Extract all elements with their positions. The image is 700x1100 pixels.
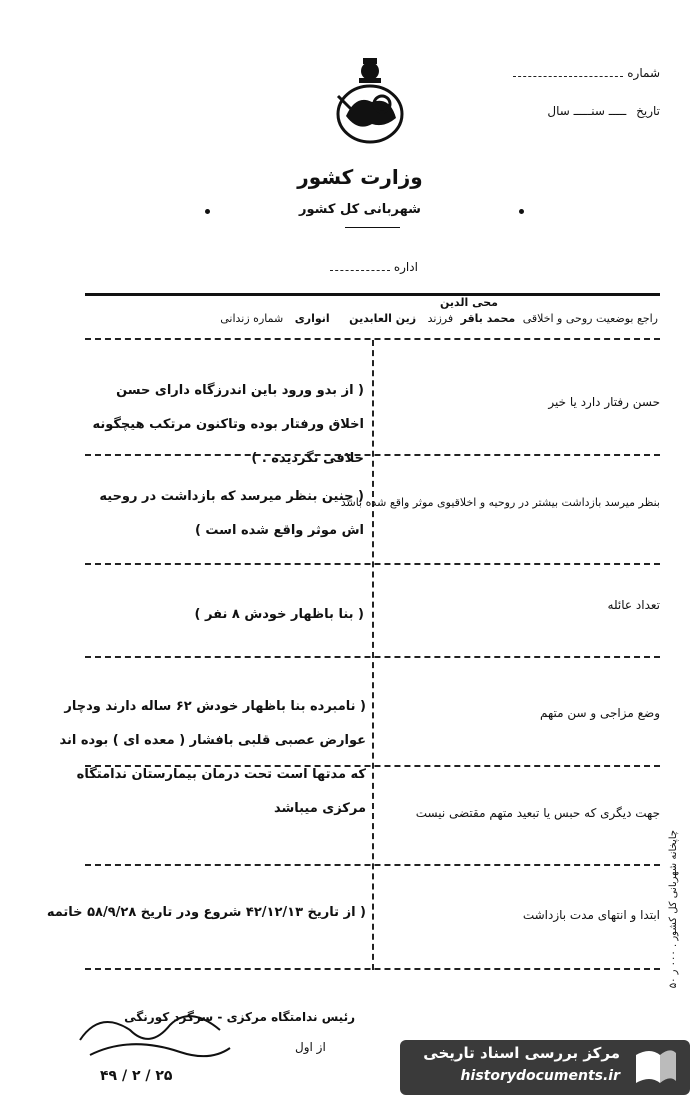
date-fill: ـــــ سنـــــ سال xyxy=(547,104,627,118)
row-label-family: تعداد عائله xyxy=(607,598,660,612)
department-title: شهربانی کل کشور xyxy=(299,202,421,217)
watermark-title: مرکز بررسی اسناد تاریخی xyxy=(423,1044,620,1062)
handwritten-date: ۲۵ / ۲ / ۴۹ xyxy=(100,1068,173,1084)
from-label: از اول xyxy=(295,1040,326,1054)
watermark-logo-icon xyxy=(630,1045,680,1091)
number-label: شماره xyxy=(627,66,660,80)
row-label-detention-effect: بنظر میرسد بازداشت بیشتر در روحیه و اخلاقیوی موثر واقع شده باشد xyxy=(340,496,660,509)
signature-line: رئیس ندامتگاه مرکزی - سرگرد کورنگی xyxy=(124,1010,355,1024)
subject-prefix: راجع بوضعیت روحی و اخلاقی xyxy=(522,312,658,325)
office-label: اداره xyxy=(393,260,418,274)
row-label-detention-period: ابتدا و انتهای مدت بازداشت xyxy=(522,908,660,922)
row-value-family: ( بنا باظهار خودش ۸ نفر ) xyxy=(194,607,364,622)
subject-name: محمد باقر xyxy=(460,312,516,325)
subject-son-of: فرزند xyxy=(427,312,454,325)
row-label-behavior: حسن رفتار دارد یا خیر xyxy=(548,395,660,409)
row-value-detention-effect: ( چنین بنظر میرسد که بازداشت در روحیه اش موثر واقع شده است ) xyxy=(99,489,364,538)
date-label: تاریخ xyxy=(636,104,660,118)
watermark xyxy=(400,1040,690,1095)
emblem-icon xyxy=(332,56,408,148)
row-label-health-age: وضع مزاجی و سن متهم xyxy=(540,706,660,720)
subject-father: زین العابدین xyxy=(349,312,417,325)
row-label-other-reason: جهت دیگری که حبس یا تبعید متهم مقتضی نیست xyxy=(415,806,660,820)
ministry-title: وزارت کشور xyxy=(297,165,423,189)
subject-surname: انواری xyxy=(294,312,330,325)
printer-note: چاپخانه شهربانی کل کشور . ۰۰۰ ر ۵۰ xyxy=(668,830,679,989)
row-value-detention-period: ( از تاریخ ۴۲/۱۲/۱۳ شروع ودر تاریخ ۵۸/۹/۲۸ خاتمه xyxy=(46,905,366,920)
subject-name-extra: محی الدین xyxy=(440,296,498,309)
subject-line xyxy=(78,312,658,325)
watermark-url: historydocuments.ir xyxy=(460,1068,620,1084)
subject-suffix: شماره زندانی xyxy=(220,312,284,325)
signature-scribble xyxy=(70,1000,240,1070)
row-value-behavior: ( از بدو ورود باین اندرزگاه دارای حسن اخلاق ورفتار بوده وتاکنون مرتکب هیچگونه خلافی نگردیده . ) xyxy=(92,383,364,466)
row-value-health-age: ( نامبرده بنا باظهار خودش ۶۲ ساله دارند ودچار عوارض عصبی قلبی بافشار ( معده ای ) بوده اند که مدتها است تحت درمان بیمارستان ندامتگاه مرکزی میباشد xyxy=(59,699,366,816)
